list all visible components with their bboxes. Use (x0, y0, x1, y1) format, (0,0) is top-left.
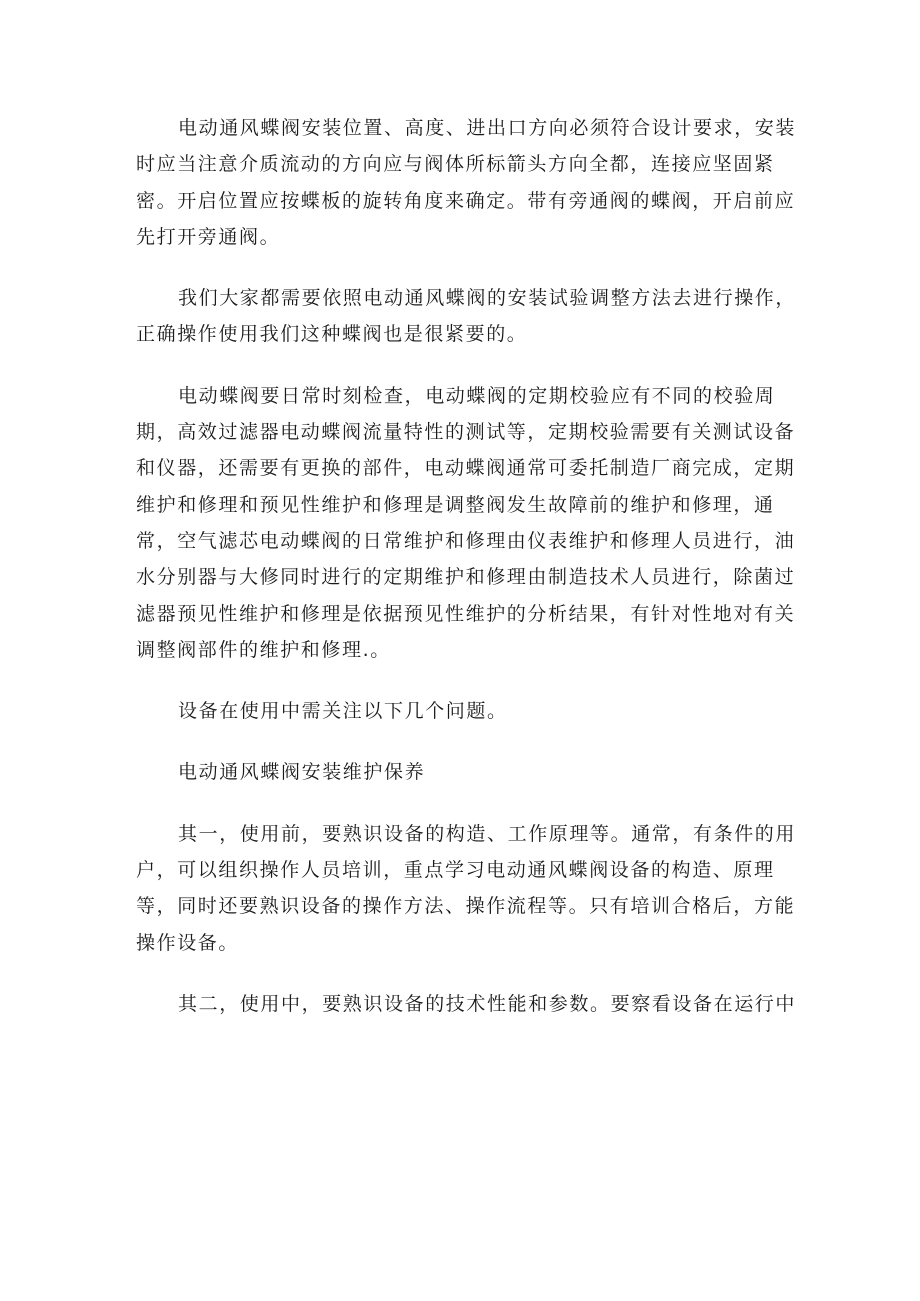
paragraph-usage-issues: 设备在使用中需关注以下几个问题。 (178, 700, 508, 723)
paragraph-point-two: 其二，使用中，要熟识设备的技术性能和参数。要察看设备在运行中 (178, 992, 797, 1015)
paragraph-point-one: 其一，使用前，要熟识设备的构造、工作原理等。通常，有条件的用户，可以组织操作人员培训，重点学习电动通风蝶阀设备的构造、原理等，同时还要熟识设备的操作方法、操作流程等。只有培训合格后，方能操作设备。 (136, 822, 797, 954)
section-heading-maintenance: 电动通风蝶阀安装维护保养 (178, 761, 426, 784)
paragraph-operation-method: 我们大家都需要依照电动通风蝶阀的安装试验调整方法去进行操作，正确操作使用我们这种蝶阀也是很紧要的。 (136, 287, 797, 346)
paragraph-inspection-maintenance: 电动蝶阀要日常时刻检查，电动蝶阀的定期校验应有不同的校验周期，高效过滤器电动蝶阀流量特性的测试等，定期校验需要有关测试设备和仪器，还需要有更换的部件，电动蝶阀通常可委托制造厂商完成，定期维护和修理和预见性维护和修理是调整阀发生故障前的维护和修理，通常，空气滤芯电动蝶阀的日常维护和修理由仪表维护和修理人员进行，油水分别器与大修同时进行的定期维护和修理由制造技术人员进行，除菌过滤器预见性维护和修理是依据预见性维护的分析结果，有针对性地对有关调整阀部件的维护和修理.。 (136, 384, 796, 661)
paragraph-installation: 电动通风蝶阀安装位置、高度、进出口方向必须符合设计要求，安装时应当注意介质流动的方向应与阀体所标箭头方向全都，连接应坚固紧密。开启位置应按蝶板的旋转角度来确定。带有旁通阀的蝶阀，开启前应先打开旁通阀。 (136, 117, 797, 248)
